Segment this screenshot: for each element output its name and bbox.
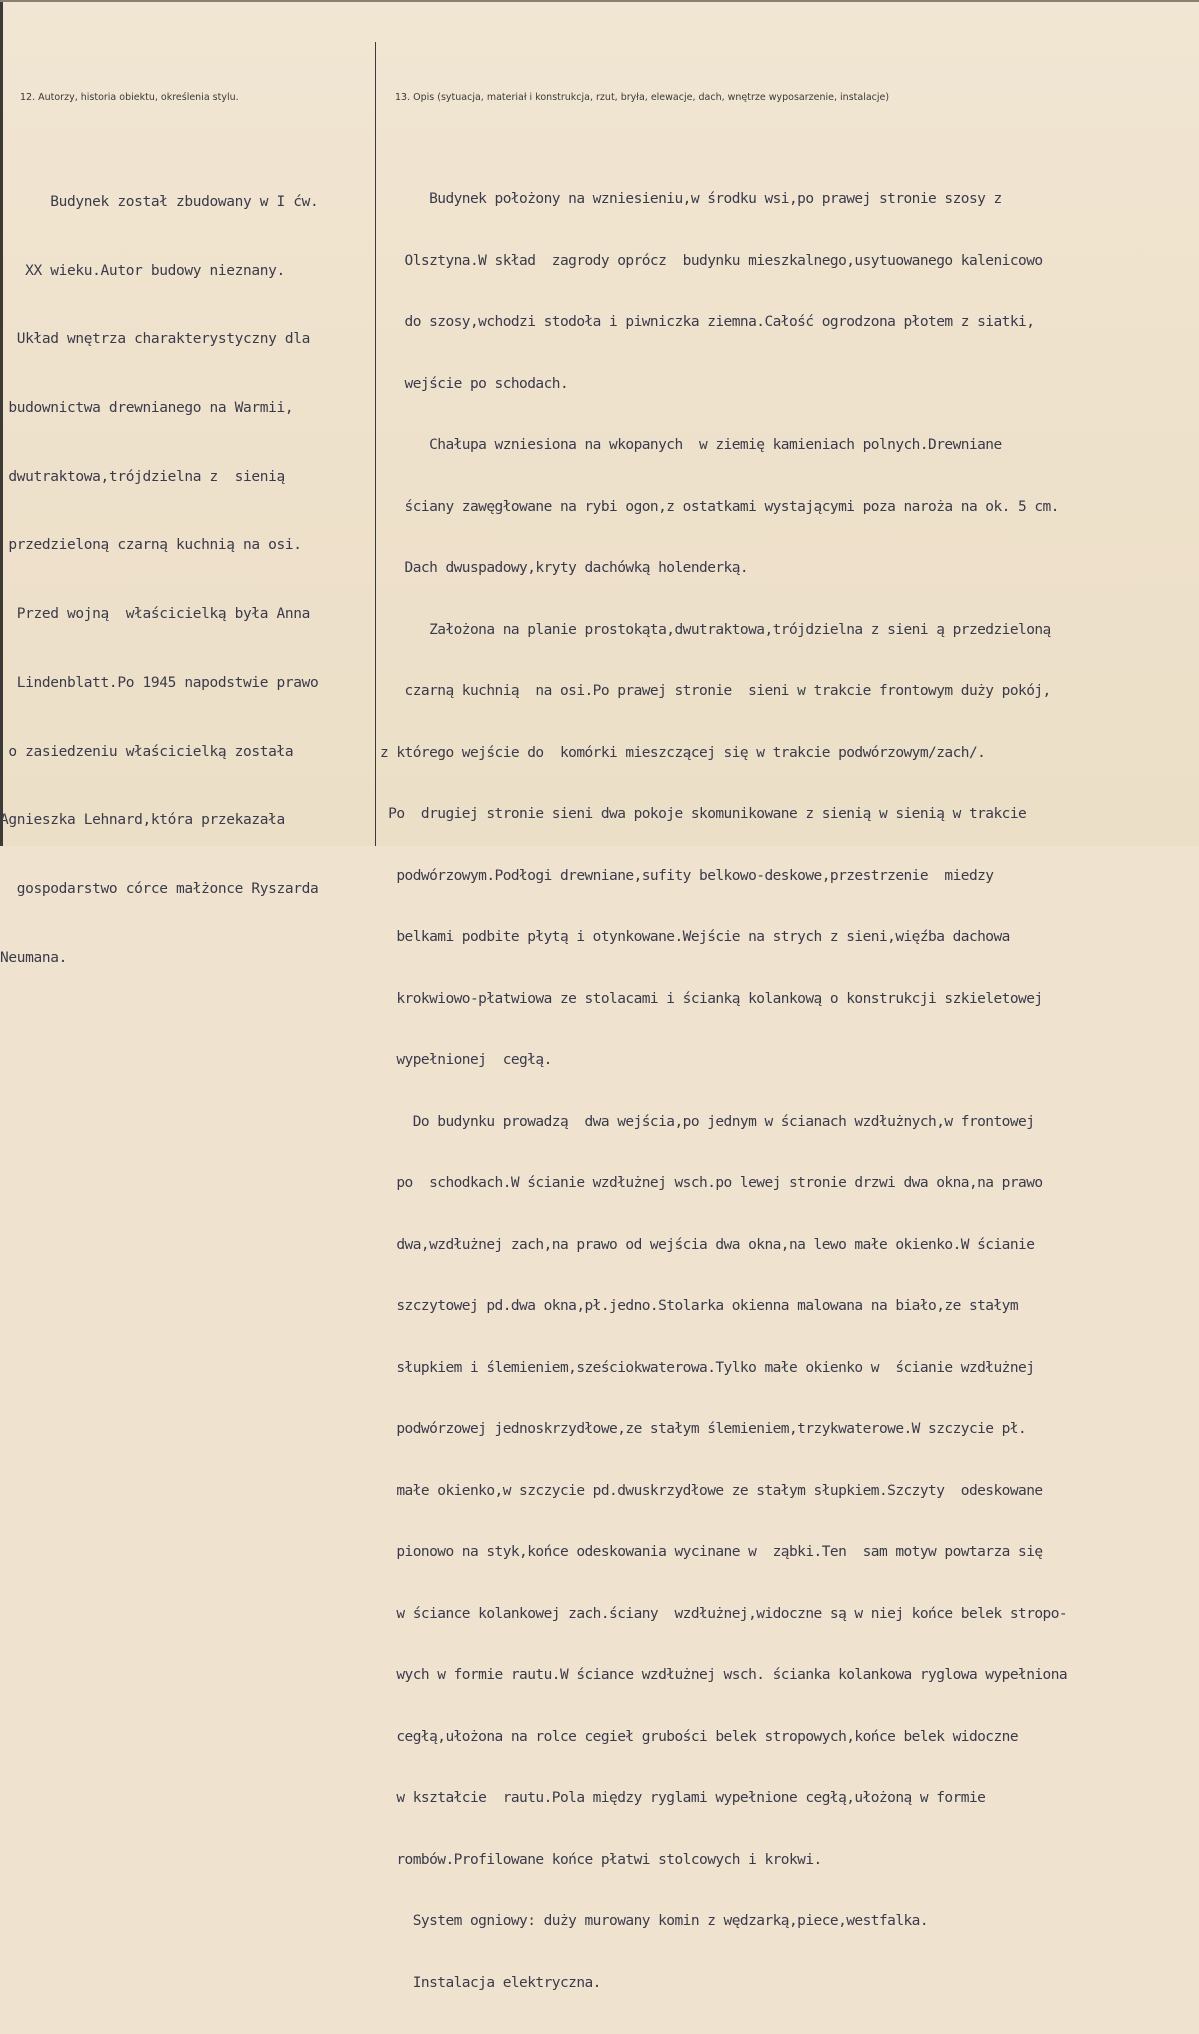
right-line: Założona na planie prostokąta,dwutraktowa,trójdzielna z sieni ą przedzieloną [380, 621, 1051, 638]
right-column-text [380, 148, 1067, 2034]
right-line: po schodkach.W ścianie wzdłużnej wsch.po lewej stronie drzwi dwa okna,na prawo [380, 1175, 1043, 1191]
right-line: w ściance kolankowej zach.ściany wzdłużnej,widoczne są w niej końce belek stropo- [380, 1605, 1068, 1622]
right-line: Chałupa wzniesiona na wkopanych w ziemię kamieniach polnych.Drewniane [380, 437, 1002, 453]
right-line: wych w formie rautu.W ściance wzdłużnej wsch. ścianka kolankowa ryglowa wypełniona [380, 1667, 1068, 1683]
left-line: Przed wojną właścicielką była Anna [0, 606, 311, 623]
right-line: pionowo na styk,końce odeskowania wycinane w ząbki.Ten sam motyw powtarza się [380, 1544, 1043, 1560]
right-line: w kształcie rautu.Pola między ryglami wypełnione cegłą,ułożoną w formie [380, 1790, 986, 1806]
right-line: podwórzowym.Podłogi drewniane,sufity belkowo-deskowe,przestrzenie miedzy [380, 867, 994, 884]
right-line: z którego wejście do komórki mieszczącej się w trakcie podwórzowym/zach/. [380, 744, 986, 761]
right-line: słupkiem i ślemieniem,sześciokwaterowa.Tylko małe okienko w ścianie wzdłużnej [380, 1359, 1035, 1376]
left-line: dwutraktowa,trójdzielna z sienią [0, 468, 285, 485]
left-line: Budynek został zbudowany w I ćw. [0, 194, 319, 210]
right-line: krokwiowo-płatwiowa ze stolacami i ścianką kolankową o konstrukcji szkieletowej [380, 990, 1043, 1007]
right-line: Instalacja elektryczna. [380, 1974, 601, 1991]
left-line: Lindenblatt.Po 1945 napodstwie prawo [0, 674, 319, 691]
right-line: dwa,wzdłużnej zach,na prawo od wejścia dwa okna,na lewo małe okienko.W ścianie [380, 1236, 1035, 1253]
left-line: o zasiedzeniu właścicielką została [0, 743, 294, 760]
right-line: szczytowej pd.dwa okna,pł.jedno.Stolarka okienna malowana na biało,ze stałym [380, 1298, 1019, 1314]
left-line: gospodarstwo córce małżonce Ryszarda [0, 880, 319, 897]
right-line: podwórzowej jednoskrzydłowe,ze stałym ślemieniem,trzykwaterowe.W szczycie pł. [380, 1421, 1027, 1437]
column-divider [375, 42, 376, 846]
left-line: XX wieku.Autor budowy nieznany. [0, 262, 285, 279]
left-line: Układ wnętrza charakterystyczny dla [0, 331, 311, 348]
left-line: Agnieszka Lehnard,która przekazała [0, 812, 285, 829]
left-column-text [0, 148, 318, 1013]
right-line: belkami podbite płytą i otynkowane.Wejście na strych z sieni,więźba dachowa [380, 929, 1010, 945]
heading-authors-history: 12. Autorzy, historia obiektu, określenia stylu. [20, 92, 239, 103]
right-line: Budynek położony na wzniesieniu,w środku wsi,po prawej stronie szosy z [380, 191, 1002, 207]
scan-edge-top [0, 0, 1199, 2]
heading-description: 13. Opis (sytuacja, materiał i konstrukcja, rzut, bryła, elewacje, dach, wnętrze wyposarzenie, instalacje) [395, 92, 890, 103]
right-line: Dach dwuspadowy,kryty dachówką holenderką. [380, 560, 749, 576]
right-line: czarną kuchnią na osi.Po prawej stronie sieni w trakcie frontowym duży pokój, [380, 683, 1051, 699]
right-line: wypełnionej cegłą. [380, 1052, 552, 1068]
right-line: wejście po schodach. [380, 375, 569, 392]
right-line: ściany zawęgłowane na rybi ogon,z ostatkami wystającymi poza naroża na ok. 5 cm. [380, 498, 1059, 515]
right-line: Po drugiej stronie sieni dwa pokoje skomunikowane z sienią w sienią w trakcie [380, 806, 1027, 822]
right-line: cegłą,ułożona na rolce cegieł grubości belek stropowych,końce belek widoczne [380, 1728, 1019, 1745]
right-line: małe okienko,w szczycie pd.dwuskrzydłowe ze stałym słupkiem.Szczyty odeskowane [380, 1482, 1043, 1499]
right-line: rombów.Profilowane końce płatwi stolcowych i krokwi. [380, 1851, 822, 1868]
right-line: do szosy,wchodzi stodoła i piwniczka ziemna.Całość ogrodzona płotem z siatki, [380, 314, 1035, 330]
left-line: budownictwa drewnianego na Warmii, [0, 400, 294, 417]
left-line: Neumana. [0, 949, 68, 966]
right-line: Do budynku prowadzą dwa wejścia,po jednym w ścianach wzdłużnych,w frontowej [380, 1113, 1035, 1130]
right-line: Olsztyna.W skład zagrody oprócz budynku mieszkalnego,usytuowanego kalenicowo [380, 252, 1043, 269]
right-line: System ogniowy: duży murowany komin z wędzarką,piece,westfalka. [380, 1913, 929, 1929]
left-line: przedzieloną czarną kuchnią na osi. [0, 537, 302, 554]
